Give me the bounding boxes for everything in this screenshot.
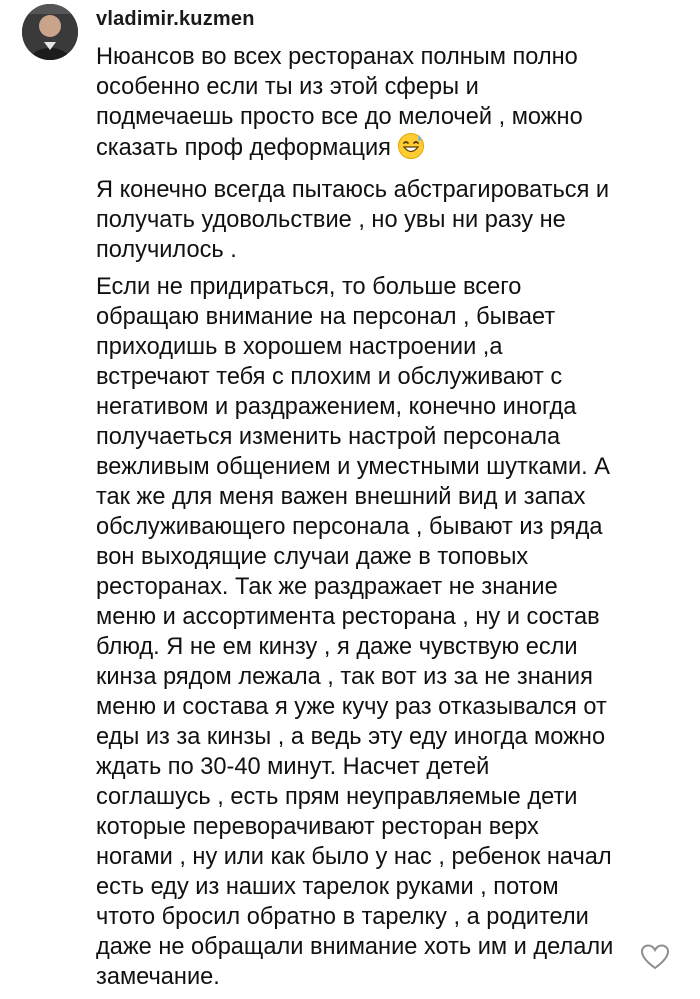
text-line: Если не придираться, то больше всего: [96, 274, 522, 300]
text-line: обслуживающего персонала , бывают из ряда: [96, 514, 603, 540]
avatar[interactable]: [22, 4, 78, 60]
text-line: замечание.: [96, 964, 220, 990]
text-line: негативом и раздражением, конечно иногда: [96, 394, 577, 420]
text-line: блюд. Я не ем кинзу , я даже чувствую если: [96, 634, 578, 660]
text-line: подмечаешь просто все до мелочей , можно: [96, 104, 583, 130]
text-line: ресторанах. Так же раздражает не знание: [96, 574, 558, 600]
text-line: чтото бросил обратно в тарелку , а родители: [96, 904, 589, 930]
text-line: получаеться изменить настрой персонала: [96, 424, 561, 450]
heart-icon[interactable]: [640, 944, 670, 970]
text-line: Нюансов во всех ресторанах полным полно: [96, 44, 578, 70]
text-line: еды из за кинзы , а ведь эту еду иногда можно: [96, 724, 606, 750]
text-line: вон выходящие случаи даже в топовых: [96, 544, 529, 570]
comment-paragraph: [96, 272, 686, 992]
comment-paragraph: [96, 175, 686, 265]
comment-body: [96, 42, 686, 999]
username[interactable]: vladimir.kuzmen: [96, 8, 255, 30]
text-line: встречают тебя с плохим и обслуживают с: [96, 364, 563, 390]
username-redaction: [256, 12, 354, 34]
text-line: даже не обращали внимание хоть им и делали: [96, 934, 614, 960]
text-line: есть еду из наших тарелок руками , потом: [96, 874, 559, 900]
user-avatar-image: [22, 4, 78, 60]
text-line-with-emoji: [96, 132, 686, 168]
text-line: соглашусь , есть прям неуправляемые дети: [96, 784, 578, 810]
text-line: которые переворачивают ресторан верх: [96, 814, 539, 840]
text-line: особенно если ты из этой сферы и: [96, 74, 479, 100]
text-line: вежливым общением и уместными шутками. А: [96, 454, 611, 480]
text-line: так же для меня важен внешний вид и запах: [96, 484, 586, 510]
text-line: меню и состава я уже кучу раз отказывался от: [96, 694, 607, 720]
text-line: приходишь в хорошем настроении ,а: [96, 334, 503, 360]
comment-paragraph: [96, 42, 686, 168]
text-line: ногами , ну или как было у нас , ребенок начал: [96, 844, 612, 870]
text-line: получать удовольствие , но увы ни разу не: [96, 207, 566, 233]
text-line: ждать по 30-40 минут. Насчет детей: [96, 754, 490, 780]
text-line: обращаю внимание на персонал , бывает: [96, 304, 556, 330]
text-line: меню и ассортимента ресторана , ну и состав: [96, 604, 600, 630]
sweat-smile-emoji-icon: [397, 132, 425, 168]
text-line: Я конечно всегда пытаюсь абстрагироваться и: [96, 177, 610, 203]
text-line: сказать проф деформация: [96, 135, 391, 161]
text-line: кинза рядом лежала , так вот из за не знания: [96, 664, 593, 690]
text-line: получилось .: [96, 237, 237, 263]
